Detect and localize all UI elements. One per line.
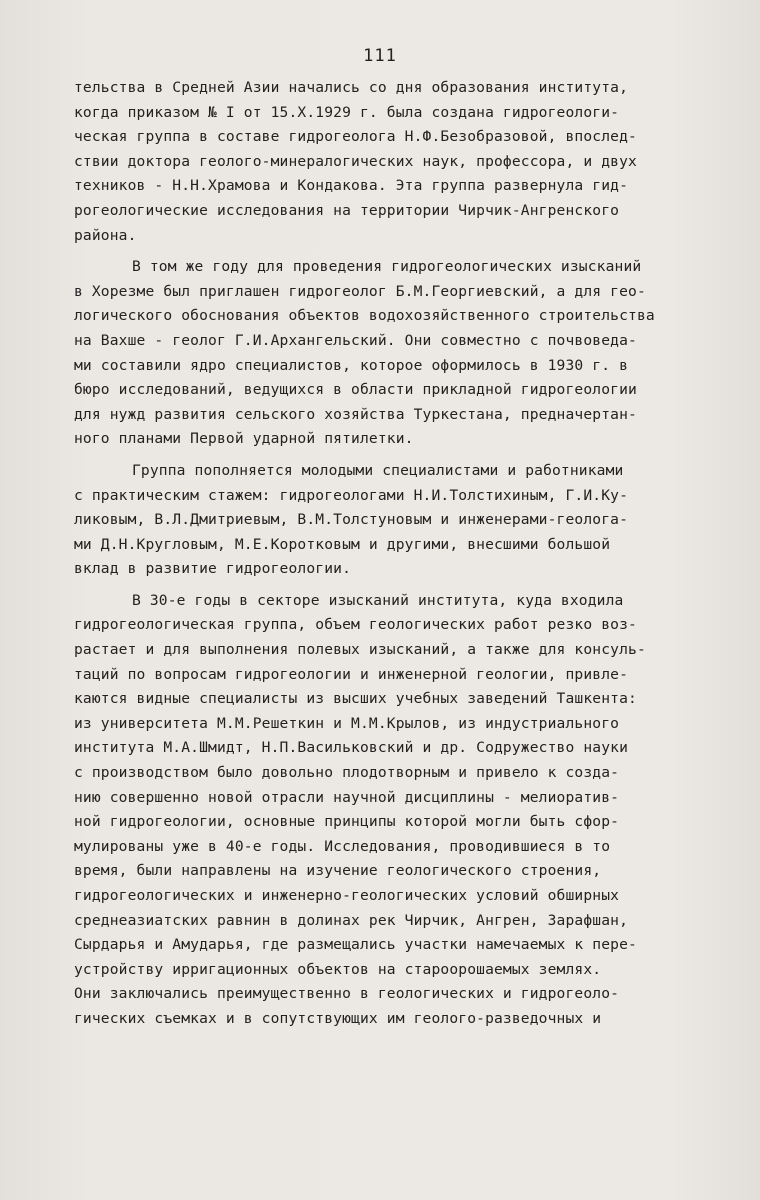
text-line: время, были направлены на изучение геологического строения, bbox=[74, 862, 602, 880]
text-line: Группа пополняется молодыми специалистами и работниками bbox=[132, 461, 624, 479]
text-line: ми составили ядро специалистов, которое оформилось в 1930 г. в bbox=[74, 356, 629, 374]
text-line: каются видные специалисты из высших учебных заведений Ташкента: bbox=[74, 690, 637, 708]
text-line: гических съемках и в сопутствующих им геолого-разведочных и bbox=[74, 1009, 602, 1027]
text-line: гидрогеологических и инженерно-геологических условий обширных bbox=[74, 887, 620, 904]
paragraph-1 bbox=[74, 76, 726, 248]
text-line: для нужд развития сельского хозяйства Туркестана, предначертан- bbox=[74, 405, 637, 423]
text-line: ческая группа в составе гидрогеолога Н.Ф.Безобразовой, впослед- bbox=[74, 128, 637, 146]
text-line: таций по вопросам гидрогеологии и инженерной геологии, привле- bbox=[74, 665, 629, 683]
paragraph-spacer bbox=[74, 452, 726, 459]
text-line: В том же году для проведения гидрогеологических изысканий bbox=[132, 258, 642, 276]
text-line: вклад в развитие гидрогеологии. bbox=[74, 560, 352, 578]
page-number: 111 bbox=[363, 46, 397, 66]
text-line: бюро исследований, ведущихся в области прикладной гидрогеологии bbox=[74, 381, 637, 399]
text-line: института М.А.Шмидт, Н.П.Васильковский и др. Содружество науки bbox=[74, 739, 629, 757]
text-line: ного планами Первой ударной пятилетки. bbox=[74, 430, 414, 448]
text-line: с практическим стажем: гидрогеологами Н.И.Толстихиным, Г.И.Ку- bbox=[74, 486, 629, 504]
text-line: района. bbox=[74, 226, 137, 244]
text-line: ми Д.Н.Кругловым, М.Е.Коротковым и другими, внесшими большой bbox=[74, 535, 611, 553]
text-line: Они заключались преимущественно в геологических и гидрогеоло- bbox=[74, 985, 620, 1003]
text-line: устройству ирригационных объектов на староорошаемых землях. bbox=[74, 960, 602, 978]
paragraph-spacer bbox=[74, 582, 726, 589]
text-line: логического обоснования объектов водохозяйственного строительства bbox=[74, 307, 655, 325]
paragraph-2 bbox=[74, 255, 726, 452]
paragraph-spacer bbox=[74, 248, 726, 255]
text-line: тельства в Средней Азии начались со дня образования института, bbox=[74, 79, 629, 96]
paragraph-4 bbox=[74, 589, 726, 1032]
text-line: ликовым, В.Л.Дмитриевым, В.М.Толстуновым и инженерами-геолога- bbox=[74, 511, 629, 529]
text-line: растает и для выполнения полевых изысканий, а также для консуль- bbox=[74, 641, 646, 659]
text-line: техников - Н.Н.Храмова и Кондакова. Эта группа развернула гид- bbox=[74, 177, 629, 195]
text-line: на Вахше - геолог Г.И.Архангельский. Они совместно с почвоведа- bbox=[74, 331, 637, 349]
text-line: в Хорезме был приглашен гидрогеолог Б.М.Георгиевский, а для гео- bbox=[74, 282, 646, 300]
text-line: рогеологические исследования на территории Чирчик-Ангренского bbox=[74, 201, 620, 219]
text-line: среднеазиатских равнин в долинах рек Чирчик, Ангрен, Зарафшан, bbox=[74, 911, 629, 929]
text-line: ствии доктора геолого-минералогических наук, профессора, и двух bbox=[74, 152, 637, 170]
document-body bbox=[74, 76, 726, 1032]
text-line: гидрогеологическая группа, объем геологических работ резко воз- bbox=[74, 616, 637, 634]
text-line: ной гидрогеологии, основные принципы которой могли быть сфор- bbox=[74, 813, 620, 831]
text-line: мулированы уже в 40-е годы. Исследования, проводившиеся в то bbox=[74, 837, 611, 855]
text-line: Сырдарья и Амударья, где размещались участки намечаемых к пере- bbox=[74, 936, 637, 954]
text-line: нию совершенно новой отрасли научной дисциплины - мелиоратив- bbox=[74, 788, 620, 806]
text-line: с производством было довольно плодотворным и привело к созда- bbox=[74, 764, 620, 782]
text-line: когда приказом № I от 15.X.1929 г. была создана гидрогеологи- bbox=[74, 103, 620, 121]
text-line: из университета М.М.Решеткин и М.М.Крылов, из индустриального bbox=[74, 714, 620, 732]
paragraph-3 bbox=[74, 459, 726, 582]
text-line: В 30-е годы в секторе изысканий института, куда входила bbox=[132, 591, 624, 609]
